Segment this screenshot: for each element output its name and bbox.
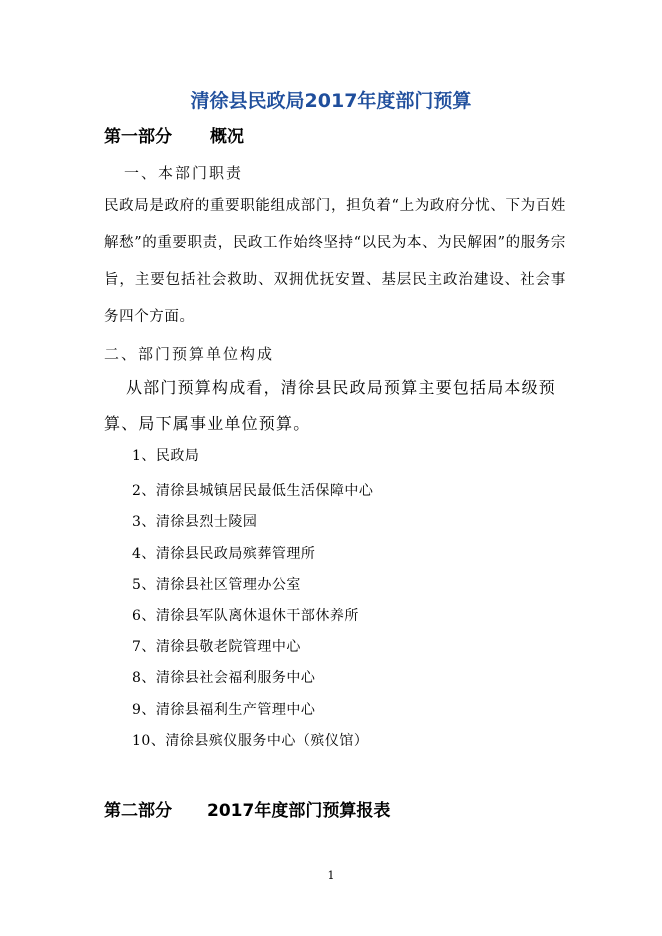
list-item: 2、清徐县城镇居民最低生活保障中心 [132, 483, 374, 500]
list-item: 9、清徐县福利生产管理中心 [132, 701, 316, 718]
part-two-name: 2017年度部门预算报表 [207, 801, 391, 821]
list-item: 6、清徐县军队离休退休干部休养所 [132, 607, 359, 624]
section-two-paragraph: 从部门预算构成看，清徐县民政局预算主要包括局本级预算、局下属事业单位预算。 [104, 378, 557, 433]
section-one-paragraph: 民政局是政府的重要职能组成部门，担负着“上为政府分忧、下为百姓解愁”的重要职责，民政工作始终坚持“以民为本、为民解困”的服务宗旨，主要包括社会救助、双拥优抚安置、基层民主政治建设、社会事务四个方面。 [104, 198, 566, 325]
list-item: 1、民政局 [132, 448, 200, 464]
section-one-heading: 一、本部门职责 [124, 164, 244, 182]
part-one-label: 第一部分 [104, 127, 172, 147]
list-item: 3、清徐县烈士陵园 [132, 514, 258, 531]
list-item: 10、清徐县殡仪服务中心（殡仪馆） [132, 732, 369, 749]
list-item: 7、清徐县敬老院管理中心 [132, 639, 301, 656]
list-item: 4、清徐县民政局殡葬管理所 [132, 545, 316, 562]
part-two-heading [104, 796, 390, 821]
list-item: 8、清徐县社会福利服务中心 [132, 670, 316, 687]
document-title: 清徐县民政局2017年度部门预算 [190, 90, 472, 112]
part-one-heading [104, 122, 244, 147]
budget-unit-list [132, 441, 373, 757]
part-one-name: 概况 [210, 127, 244, 147]
list-item: 5、清徐县社区管理办公室 [132, 576, 301, 593]
page-number: 1 [327, 869, 335, 882]
section-two-heading: 二、部门预算单位构成 [104, 345, 275, 363]
part-two-label: 第二部分 [104, 801, 172, 821]
